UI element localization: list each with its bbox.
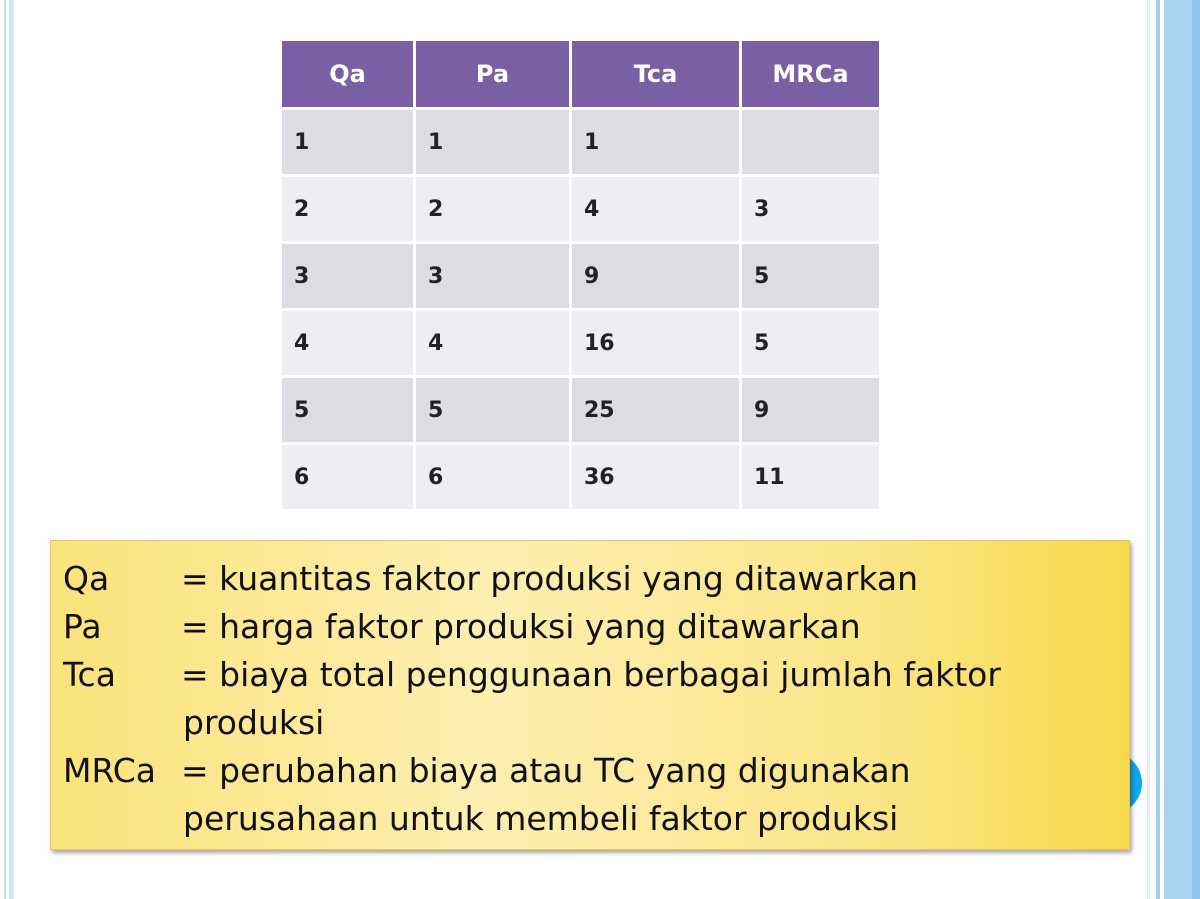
cell-mrca: 9 bbox=[741, 377, 881, 444]
legend-definition: = biaya total penggunaan berbagai jumlah faktor bbox=[181, 655, 1001, 694]
legend-definition: = perubahan biaya atau TC yang digunakan bbox=[181, 751, 911, 790]
cell-qa: 1 bbox=[281, 109, 415, 176]
cell-mrca: 11 bbox=[741, 444, 881, 511]
cell-pa: 6 bbox=[415, 444, 571, 511]
cell-mrca bbox=[741, 109, 881, 176]
legend-term: MRCa bbox=[63, 751, 157, 790]
cell-qa: 3 bbox=[281, 243, 415, 310]
slide-right-border bbox=[1148, 0, 1200, 899]
cell-mrca: 5 bbox=[741, 243, 881, 310]
legend-item-tca bbox=[63, 651, 1001, 699]
data-table-container bbox=[279, 38, 882, 512]
cell-qa: 4 bbox=[281, 310, 415, 377]
table-row bbox=[281, 444, 881, 511]
cell-pa: 4 bbox=[415, 310, 571, 377]
slide-right-border-line bbox=[1147, 0, 1148, 899]
cell-mrca: 5 bbox=[741, 310, 881, 377]
cell-tca: 36 bbox=[571, 444, 741, 511]
data-table bbox=[279, 38, 882, 512]
legend-term: Pa bbox=[63, 607, 102, 646]
cell-tca: 9 bbox=[571, 243, 741, 310]
legend-item-mrca bbox=[63, 747, 911, 795]
legend-definition-continuation: perusahaan untuk membeli faktor produksi bbox=[183, 799, 899, 838]
table-row bbox=[281, 310, 881, 377]
cell-qa: 6 bbox=[281, 444, 415, 511]
legend-item-qa bbox=[63, 555, 918, 603]
legend-definition: = harga faktor produksi yang ditawarkan bbox=[181, 607, 861, 646]
legend-box bbox=[50, 540, 1130, 850]
slide-left-border bbox=[0, 0, 14, 899]
cell-tca: 4 bbox=[571, 176, 741, 243]
legend-definition: = kuantitas faktor produksi yang ditawarkan bbox=[181, 559, 919, 598]
cell-qa: 2 bbox=[281, 176, 415, 243]
legend-item-pa bbox=[63, 603, 861, 651]
header-qa: Qa bbox=[281, 40, 415, 109]
cell-pa: 5 bbox=[415, 377, 571, 444]
table-header-row bbox=[281, 40, 881, 109]
header-tca: Tca bbox=[571, 40, 741, 109]
header-pa: Pa bbox=[415, 40, 571, 109]
legend-term: Qa bbox=[63, 559, 110, 598]
cell-pa: 3 bbox=[415, 243, 571, 310]
legend-definition-continuation: produksi bbox=[183, 703, 325, 742]
cell-qa: 5 bbox=[281, 377, 415, 444]
table-row bbox=[281, 109, 881, 176]
table-row bbox=[281, 377, 881, 444]
cell-tca: 25 bbox=[571, 377, 741, 444]
table-row bbox=[281, 243, 881, 310]
legend-term: Tca bbox=[63, 655, 116, 694]
cell-mrca: 3 bbox=[741, 176, 881, 243]
cell-tca: 16 bbox=[571, 310, 741, 377]
cell-pa: 2 bbox=[415, 176, 571, 243]
cell-pa: 1 bbox=[415, 109, 571, 176]
table-row bbox=[281, 176, 881, 243]
cell-tca: 1 bbox=[571, 109, 741, 176]
header-mrca: MRCa bbox=[741, 40, 881, 109]
